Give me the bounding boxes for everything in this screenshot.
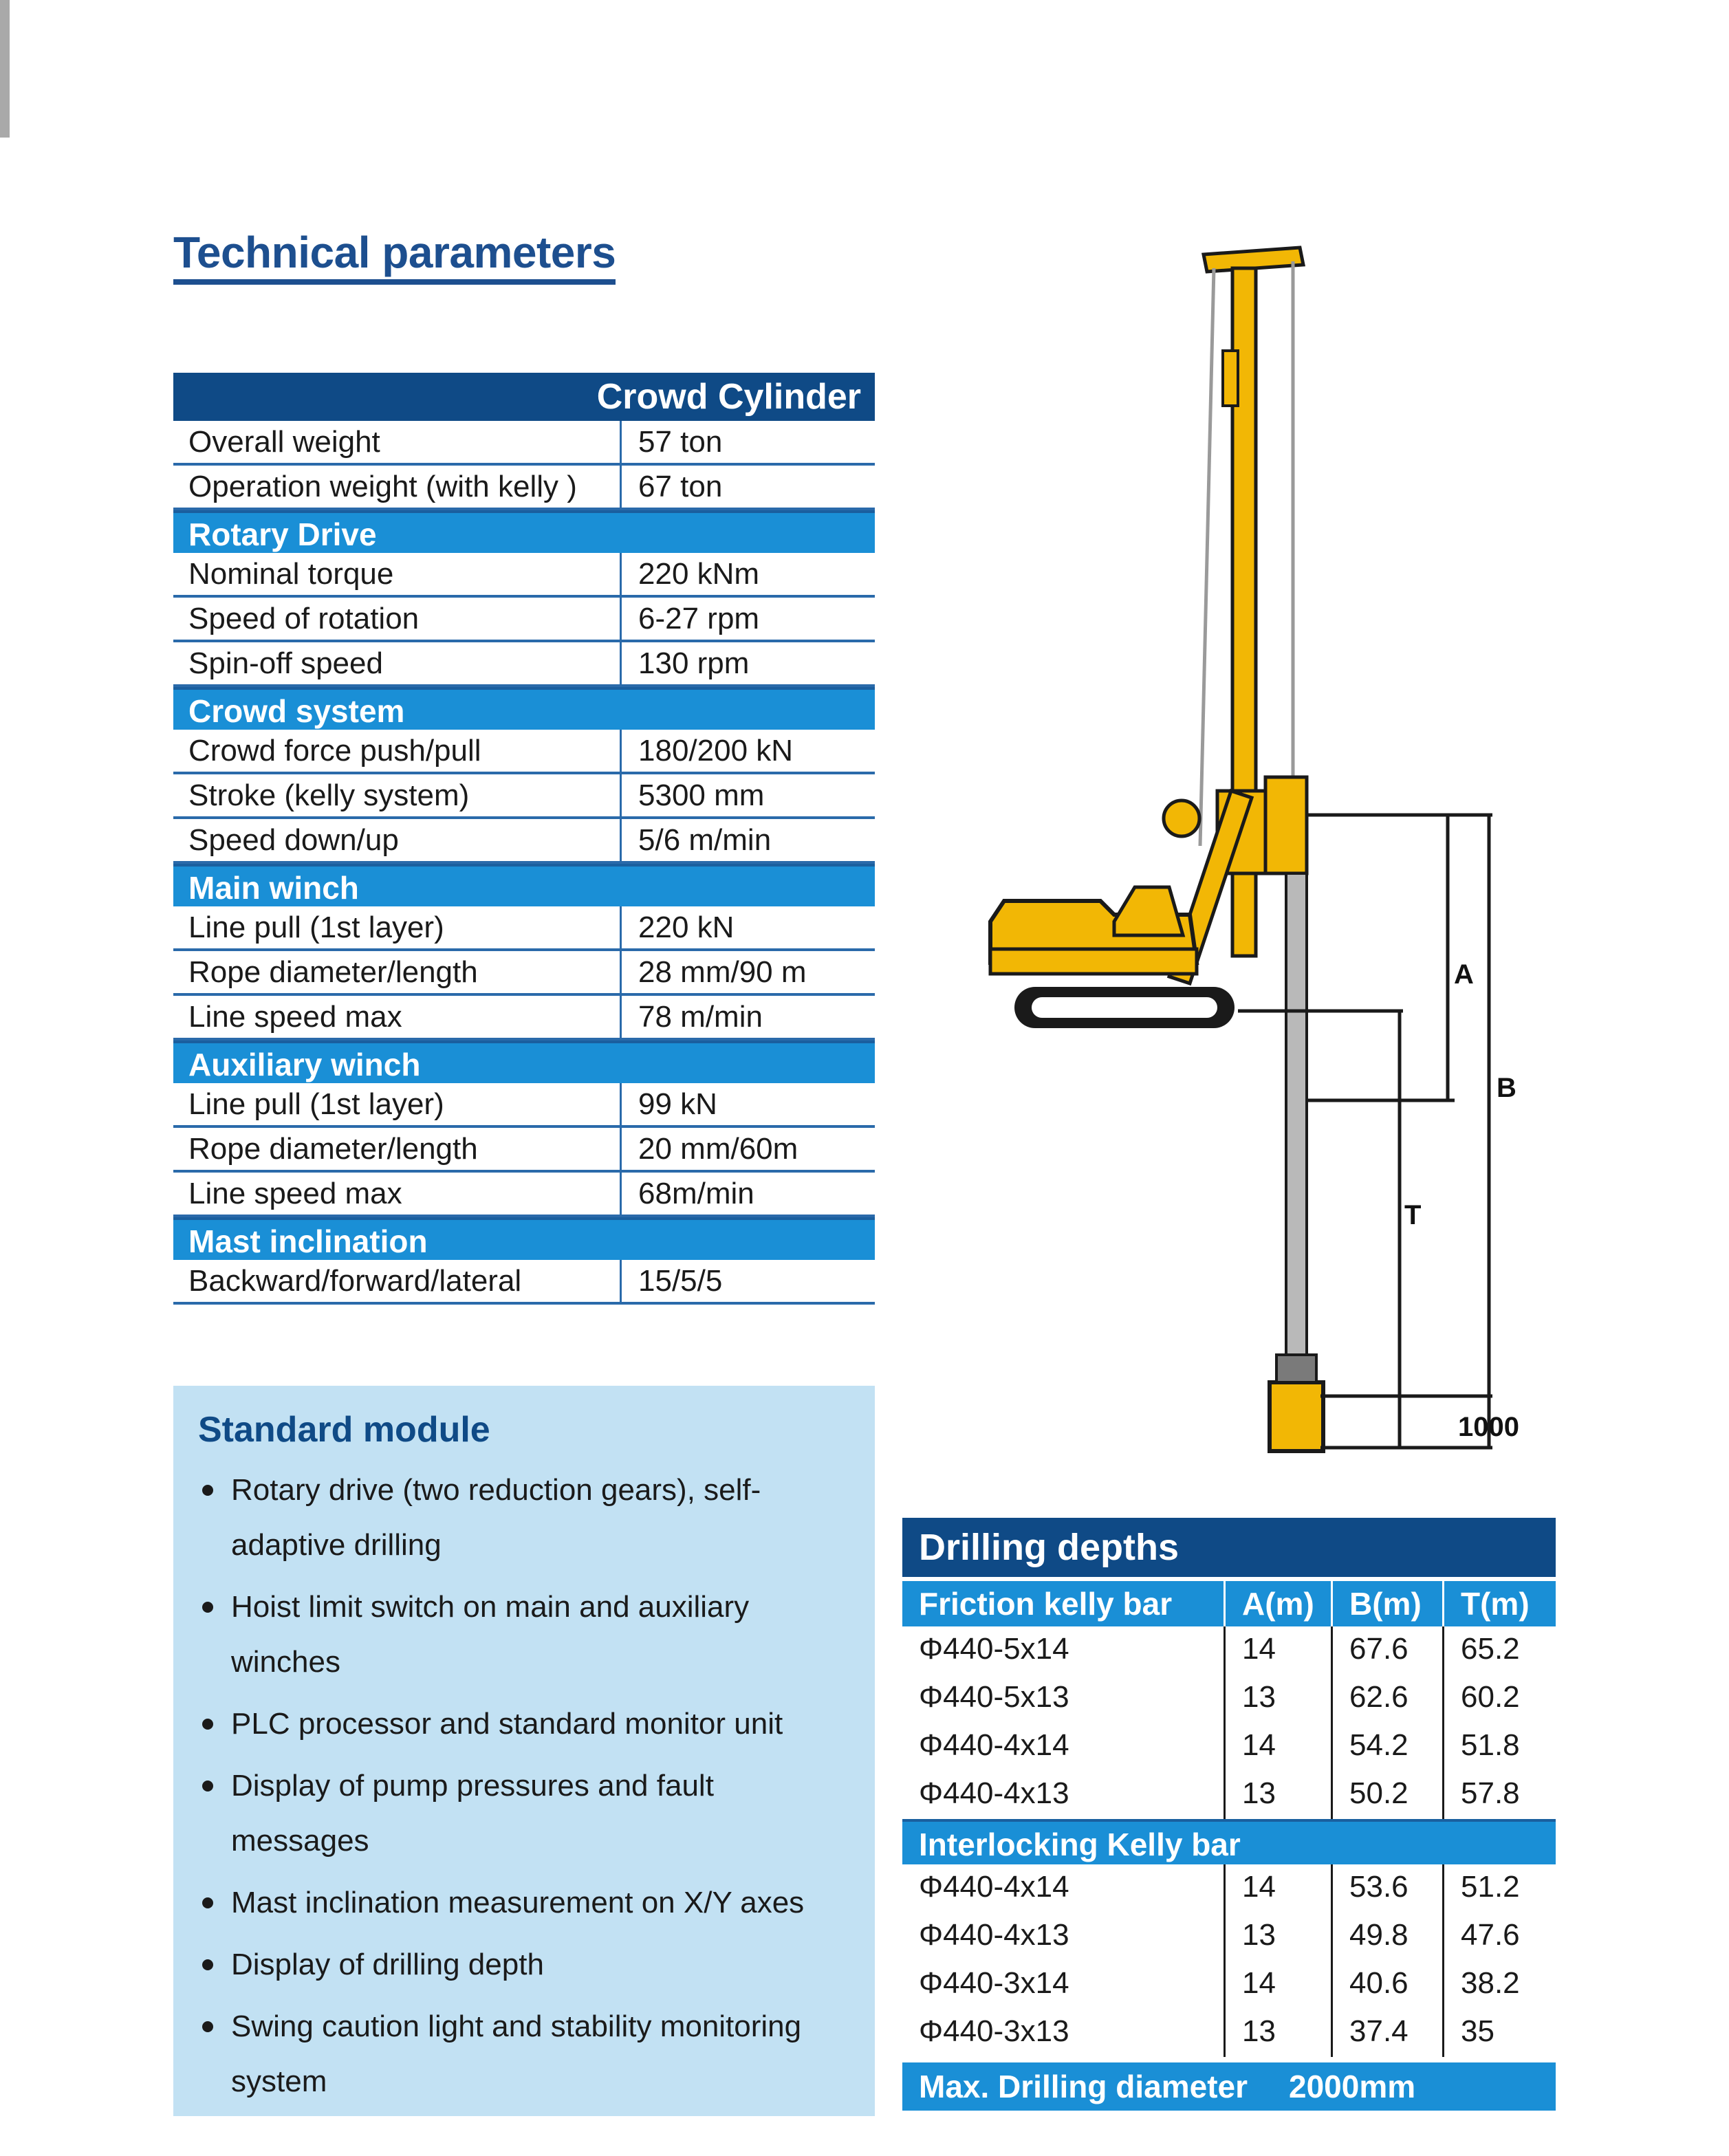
page-edge-bar bbox=[0, 0, 10, 138]
depth-row bbox=[902, 1913, 1556, 1961]
depth-cell: 65.2 bbox=[1461, 1632, 1520, 1666]
depth-cell: 38.2 bbox=[1461, 1966, 1520, 2000]
depth-cell: 13 bbox=[1226, 1771, 1333, 1819]
depth-cell: 37.4 bbox=[1333, 2009, 1444, 2057]
spec-label: Stroke (kelly system) bbox=[173, 774, 622, 816]
spec-row bbox=[173, 819, 875, 864]
depth-cell: Φ440-3x13 bbox=[902, 2009, 1226, 2057]
depth-row bbox=[902, 1771, 1556, 1819]
rotary-drive bbox=[1265, 777, 1307, 873]
rope-left bbox=[1200, 268, 1214, 846]
module-item: Hoist limit switch on main and auxiliary winches bbox=[198, 1580, 854, 1690]
spec-label: Operation weight (with kelly ) bbox=[173, 466, 622, 508]
dim-t-label: T bbox=[1404, 1200, 1422, 1230]
depth-cell: 40.6 bbox=[1333, 1961, 1444, 2009]
spec-row bbox=[173, 642, 875, 687]
interlocking-kelly-header: Interlocking Kelly bar bbox=[902, 1819, 1556, 1864]
spec-section-header: Main winch bbox=[173, 864, 875, 906]
module-item: Swing caution light and stability monitoring system bbox=[198, 1999, 854, 2109]
kelly-bar bbox=[1286, 873, 1307, 1355]
spec-label: Speed of rotation bbox=[173, 598, 622, 640]
standard-module-list bbox=[198, 1463, 854, 2109]
depth-cell: 47.6 bbox=[1461, 1918, 1520, 1952]
spec-row bbox=[173, 774, 875, 819]
module-item: Rotary drive (two reduction gears), self-adaptive drilling bbox=[198, 1463, 854, 1573]
spec-value: 78 m/min bbox=[638, 1000, 763, 1034]
dim-b-label: B bbox=[1497, 1073, 1516, 1103]
depth-cell: 35 bbox=[1461, 2014, 1494, 2048]
bucket-top bbox=[1276, 1355, 1316, 1382]
depth-cell: Φ440-4x14 bbox=[902, 1723, 1226, 1771]
depth-cell: 14 bbox=[1226, 1626, 1333, 1675]
drilling-depths-header-row bbox=[902, 1581, 1556, 1626]
depth-row bbox=[902, 1961, 1556, 2009]
standard-module-title: Standard module bbox=[198, 1410, 490, 1450]
standard-module-panel bbox=[173, 1386, 875, 2116]
depth-cell: 13 bbox=[1226, 2009, 1333, 2057]
spec-label: Speed down/up bbox=[173, 819, 622, 861]
spec-label: Crowd force push/pull bbox=[173, 730, 622, 772]
depth-cell: 13 bbox=[1226, 1913, 1333, 1961]
module-item: PLC processor and standard monitor unit bbox=[198, 1697, 854, 1752]
spec-section-header: Crowd system bbox=[173, 687, 875, 730]
spec-row bbox=[173, 996, 875, 1041]
spec-value: 5/6 m/min bbox=[638, 823, 772, 857]
spec-value: 6-27 rpm bbox=[638, 602, 760, 635]
spec-value: 28 mm/90 m bbox=[638, 955, 807, 989]
spec-label: Nominal torque bbox=[173, 553, 622, 595]
depth-cell: 60.2 bbox=[1461, 1680, 1520, 1714]
depth-cell: 50.2 bbox=[1333, 1771, 1444, 1819]
depth-row bbox=[902, 1626, 1556, 1675]
dim-a-label: A bbox=[1454, 959, 1474, 990]
spec-value: 68m/min bbox=[638, 1177, 754, 1210]
spec-table-header: Crowd Cylinder bbox=[173, 373, 875, 421]
spec-label: Line speed max bbox=[173, 996, 622, 1038]
spec-section-header: Mast inclination bbox=[173, 1217, 875, 1260]
friction-kelly-rows bbox=[902, 1626, 1556, 1819]
depth-cell: Φ440-4x13 bbox=[902, 1771, 1226, 1819]
spec-row bbox=[173, 598, 875, 642]
spec-value: 180/200 kN bbox=[638, 734, 794, 767]
cab bbox=[1114, 887, 1183, 935]
page-title: Technical parameters bbox=[173, 227, 616, 285]
spec-row bbox=[173, 553, 875, 598]
spec-table bbox=[173, 373, 875, 1305]
max-drilling-diameter-label: Max. Drilling diameter bbox=[919, 2069, 1248, 2104]
max-drilling-diameter bbox=[902, 2062, 1556, 2111]
depth-row bbox=[902, 1864, 1556, 1913]
spec-row bbox=[173, 906, 875, 951]
spec-row bbox=[173, 951, 875, 996]
depth-cell: 51.8 bbox=[1461, 1728, 1520, 1762]
spec-value: 67 ton bbox=[638, 470, 723, 503]
interlocking-kelly-rows bbox=[902, 1864, 1556, 2057]
spec-section-header: Auxiliary winch bbox=[173, 1041, 875, 1083]
max-drilling-diameter-value: 2000mm bbox=[1289, 2069, 1416, 2104]
spec-value: 20 mm/60m bbox=[638, 1132, 798, 1166]
boom-pivot bbox=[1164, 801, 1199, 836]
spec-row bbox=[173, 466, 875, 510]
spec-value: 220 kNm bbox=[638, 557, 760, 591]
depth-cell: 49.8 bbox=[1333, 1913, 1444, 1961]
header-t: T(m) bbox=[1461, 1586, 1530, 1622]
depth-row bbox=[902, 1675, 1556, 1723]
depth-cell: Φ440-5x13 bbox=[902, 1675, 1226, 1723]
header-a: A(m) bbox=[1226, 1581, 1333, 1626]
drilling-depths-table bbox=[902, 1518, 1556, 2111]
spec-label: Rope diameter/length bbox=[173, 951, 622, 993]
depth-cell: Φ440-4x13 bbox=[902, 1913, 1226, 1961]
spec-value: 220 kN bbox=[638, 911, 735, 944]
mast-guide bbox=[1223, 351, 1238, 406]
spec-row bbox=[173, 1173, 875, 1217]
counterweight bbox=[990, 949, 1197, 974]
header-b: B(m) bbox=[1333, 1581, 1444, 1626]
module-item: Display of pump pressures and fault messages bbox=[198, 1758, 854, 1869]
crawler-track-inner bbox=[1032, 997, 1217, 1018]
depth-cell: 51.2 bbox=[1461, 1870, 1520, 1904]
spec-value: 130 rpm bbox=[638, 646, 750, 680]
spec-label: Spin-off speed bbox=[173, 642, 622, 684]
spec-row bbox=[173, 730, 875, 774]
spec-label: Overall weight bbox=[173, 421, 622, 463]
spec-value: 15/5/5 bbox=[638, 1264, 723, 1298]
spec-label: Line pull (1st layer) bbox=[173, 906, 622, 948]
depth-cell: Φ440-4x14 bbox=[902, 1864, 1226, 1913]
depth-cell: 67.6 bbox=[1333, 1626, 1444, 1675]
spec-value: 57 ton bbox=[638, 425, 723, 459]
spec-label: Line pull (1st layer) bbox=[173, 1083, 622, 1125]
drilling-bucket bbox=[1270, 1382, 1323, 1451]
drilling-depths-title: Drilling depths bbox=[902, 1518, 1556, 1577]
spec-table-body bbox=[173, 421, 875, 1305]
spec-label: Rope diameter/length bbox=[173, 1128, 622, 1170]
depth-cell: 57.8 bbox=[1461, 1776, 1520, 1810]
spec-row bbox=[173, 1128, 875, 1173]
spec-label: Line speed max bbox=[173, 1173, 622, 1215]
depth-cell: 13 bbox=[1226, 1675, 1333, 1723]
header-bar-type: Friction kelly bar bbox=[902, 1581, 1226, 1626]
module-item: Mast inclination measurement on X/Y axes bbox=[198, 1875, 854, 1930]
spec-value: 5300 mm bbox=[638, 778, 765, 812]
depth-cell: Φ440-5x14 bbox=[902, 1626, 1226, 1675]
depth-cell: 14 bbox=[1226, 1961, 1333, 2009]
dim-1000-label: 1000 bbox=[1458, 1412, 1519, 1442]
spec-label: Backward/forward/lateral bbox=[173, 1260, 622, 1302]
spec-row bbox=[173, 421, 875, 466]
depth-cell: 14 bbox=[1226, 1723, 1333, 1771]
depth-row bbox=[902, 2009, 1556, 2057]
depth-cell: 14 bbox=[1226, 1864, 1333, 1913]
spec-row bbox=[173, 1260, 875, 1305]
depth-cell: 54.2 bbox=[1333, 1723, 1444, 1771]
module-item: Display of drilling depth bbox=[198, 1937, 854, 1992]
depth-cell: 53.6 bbox=[1333, 1864, 1444, 1913]
spec-value: 99 kN bbox=[638, 1087, 717, 1121]
depth-cell: Φ440-3x14 bbox=[902, 1961, 1226, 2009]
drilling-rig-diagram bbox=[963, 227, 1582, 1479]
depth-cell: 62.6 bbox=[1333, 1675, 1444, 1723]
spec-row bbox=[173, 1083, 875, 1128]
depth-row bbox=[902, 1723, 1556, 1771]
spec-section-header: Rotary Drive bbox=[173, 510, 875, 553]
